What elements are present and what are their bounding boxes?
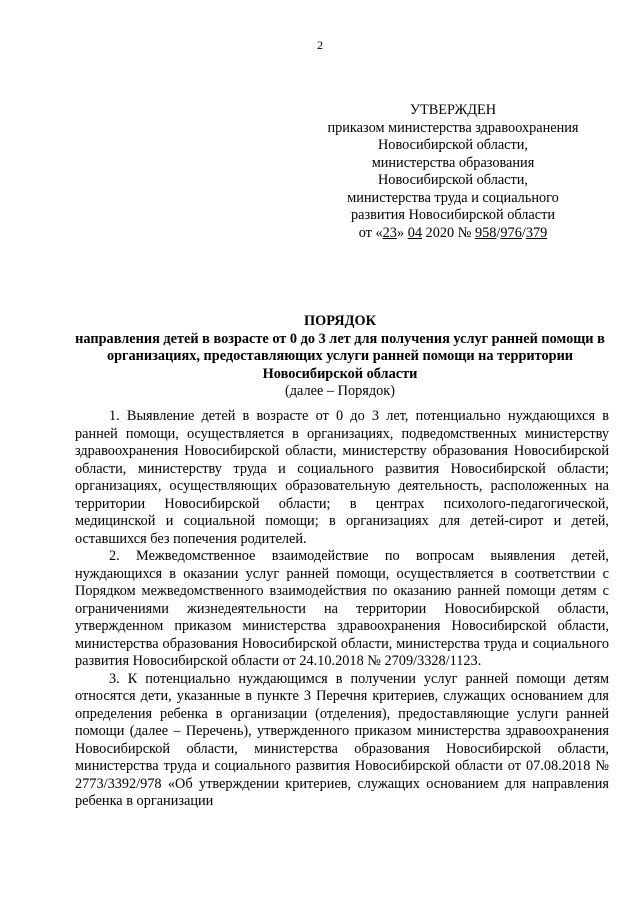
approval-date-line: от «23» 04 2020 № 958/976/379 [358, 224, 548, 241]
date-day: 23 [382, 224, 397, 241]
paragraph-3: 3. К потенциально нуждающимся в получении услуг ранней помощи детям относятся дети, указанные в пункте 3 Перечня критериев, служащих основанием для определения ребенка в организации (отделения), предоставляющие услуги ранней помощи (далее – Перечень), утвержденного приказом министерства здравоохранения Новосибирской области, министерства образования Новосибирской области, министерства труда и социального развития Новосибирской области от 07.08.2018 № 2773/3392/978 «Об утверждении критериев, служащих основанием для направления ребенка в организации [75, 670, 609, 809]
paragraph-1: 1. Выявление детей в возрасте от 0 до 3 лет, потенциально нуждающихся в ранней помощи, осуществляется в организациях, подведомственных министерству здравоохранения Новосибирской области, министерству образования Новосибирской области, министерству труда и социального развития Новосибирской области; организациях, осуществляющих образовательную деятельность, расположенных на территории Новосибирской области; в центрах психолого-педагогической, медицинской и социальной помощи; в организациях для детей-сирот и детей, оставшихся без попечения родителей. [75, 408, 609, 547]
document-title-note: (далее – Порядок) [285, 383, 395, 399]
date-prefix: от « [358, 224, 383, 241]
document-title-block [70, 313, 610, 401]
approval-line: министерства труда и социального [347, 189, 559, 206]
order-number-2: 976 [500, 224, 522, 241]
approval-line: министерства образования [371, 154, 535, 171]
approval-line: Новосибирской области, [377, 172, 528, 188]
approval-heading: УТВЕРЖДЕН [409, 102, 497, 118]
date-separator: » [396, 224, 408, 241]
order-number-1: 958 [474, 224, 497, 241]
approval-line: Новосибирской области, [377, 137, 528, 153]
approval-stamp [300, 102, 606, 242]
date-year: 2020 № [421, 224, 475, 241]
document-heading: ПОРЯДОК [304, 313, 376, 329]
approval-line: развития Новосибирской области [350, 207, 556, 223]
page-number: 2 [317, 38, 323, 52]
date-month: 04 [407, 224, 422, 241]
document-subtitle: направления детей в возрасте от 0 до 3 лет для получения услуг ранней помощи в организациях, предоставляющих услуги ранней помощи на территории Новосибирской области [75, 330, 605, 382]
order-number-3: 379 [525, 224, 548, 241]
document-body [75, 408, 609, 811]
approval-line: приказом министерства здравоохранения [327, 119, 579, 136]
paragraph-2: 2. Межведомственное взаимодействие по вопросам выявления детей, нуждающихся в оказании услуг ранней помощи, осуществляется в соответствии с Порядком межведомственного взаимодействия по оказанию ранней помощи детям с ограничениями жизнедеятельности на территории Новосибирской области, утвержденном приказом министерства здравоохранения Новосибирской области, министерства образования Новосибирской области, министерства труда и социального развития Новосибирской области от 24.10.2018 № 2709/3328/1123. [75, 548, 609, 669]
